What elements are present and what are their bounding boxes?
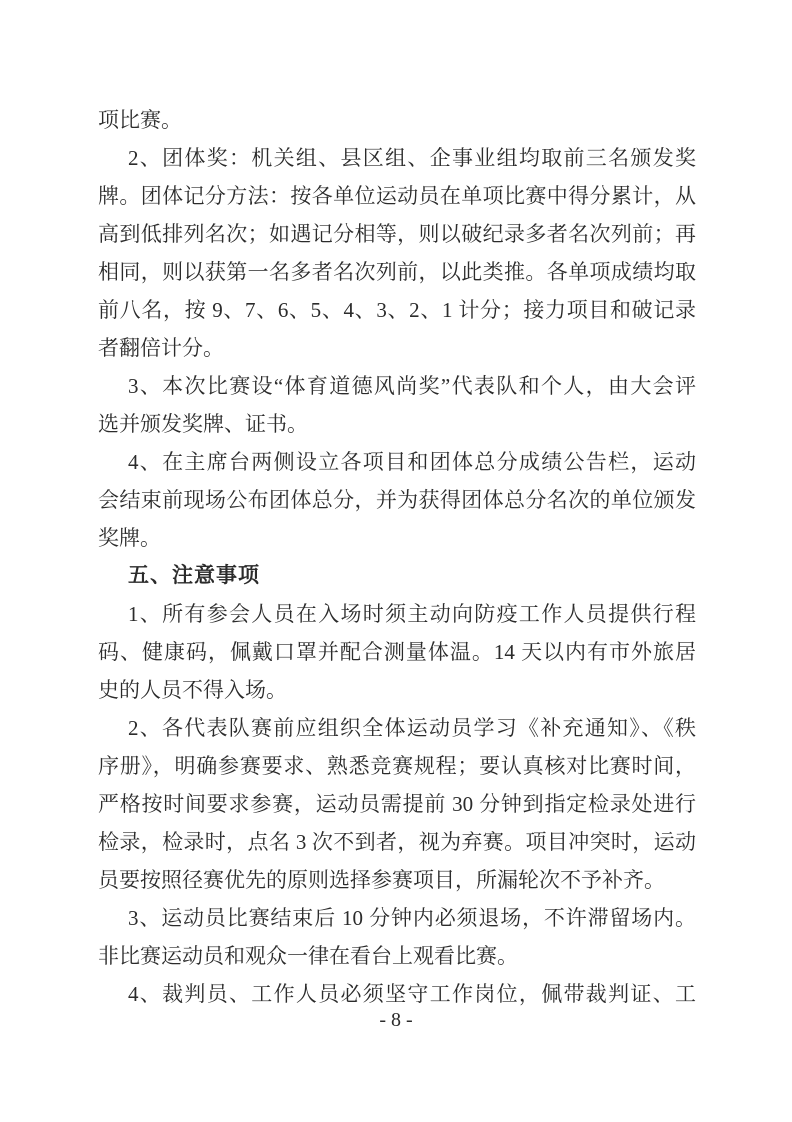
text-line: 1、所有参会人员在入场时须主动向防疫工作人员提供行程: [128, 602, 696, 626]
page-number: - 8 -: [379, 1009, 413, 1031]
document-body: [98, 101, 696, 1013]
text-line: 4、裁判员、工作人员必须坚守工作岗位，佩带裁判证、工: [128, 982, 696, 1006]
text-line: 2、各代表队赛前应组织全体运动员学习《补充通知》、《秩: [128, 716, 696, 740]
text-line: 项比赛。: [98, 108, 182, 132]
text-line: 检录，检录时，点名 3 次不到者，视为弃赛。项目冲突时，运动: [98, 830, 696, 854]
text-line: 严格按时间要求参赛，运动员需提前 30 分钟到指定检录处进行: [98, 792, 696, 816]
section-heading: 五、注意事项: [128, 564, 260, 587]
text-line: 高到低排列名次；如遇记分相等，则以破纪录多者名次列前；再: [98, 222, 696, 246]
text-line: 者翻倍计分。: [98, 336, 224, 360]
text-line: 选并颁发奖牌、证书。: [98, 412, 308, 436]
text-line: 牌。团体记分方法：按各单位运动员在单项比赛中得分累计，从: [98, 184, 696, 208]
text-line: 2、团体奖：机关组、县区组、企事业组均取前三名颁发奖: [128, 146, 696, 170]
text-line: 序册》，明确参赛要求、熟悉竞赛规程；要认真核对比赛时间，: [98, 754, 696, 778]
text-line: 史的人员不得入场。: [98, 678, 287, 702]
text-line: 码、健康码，佩戴口罩并配合测量体温。14 天以内有市外旅居: [98, 640, 696, 664]
text-line: 3、本次比赛设“体育道德风尚奖”代表队和个人，由大会评: [128, 374, 696, 398]
text-line: 4、在主席台两侧设立各项目和团体总分成绩公告栏，运动: [128, 450, 696, 474]
text-line: 奖牌。: [98, 526, 161, 550]
text-line: 会结束前现场公布团体总分，并为获得团体总分名次的单位颁发: [98, 488, 696, 512]
text-line: 非比赛运动员和观众一律在看台上观看比赛。: [98, 944, 518, 968]
text-line: 员要按照径赛优先的原则选择参赛项目，所漏轮次不予补齐。: [98, 868, 665, 892]
text-line: 前八名，按 9、7、6、5、4、3、2、1 计分；接力项目和破记录: [98, 298, 696, 322]
text-line: 3、运动员比赛结束后 10 分钟内必须退场，不许滞留场内。: [128, 906, 696, 930]
text-line: 相同，则以获第一名多者名次列前，以此类推。各单项成绩均取: [98, 260, 696, 284]
